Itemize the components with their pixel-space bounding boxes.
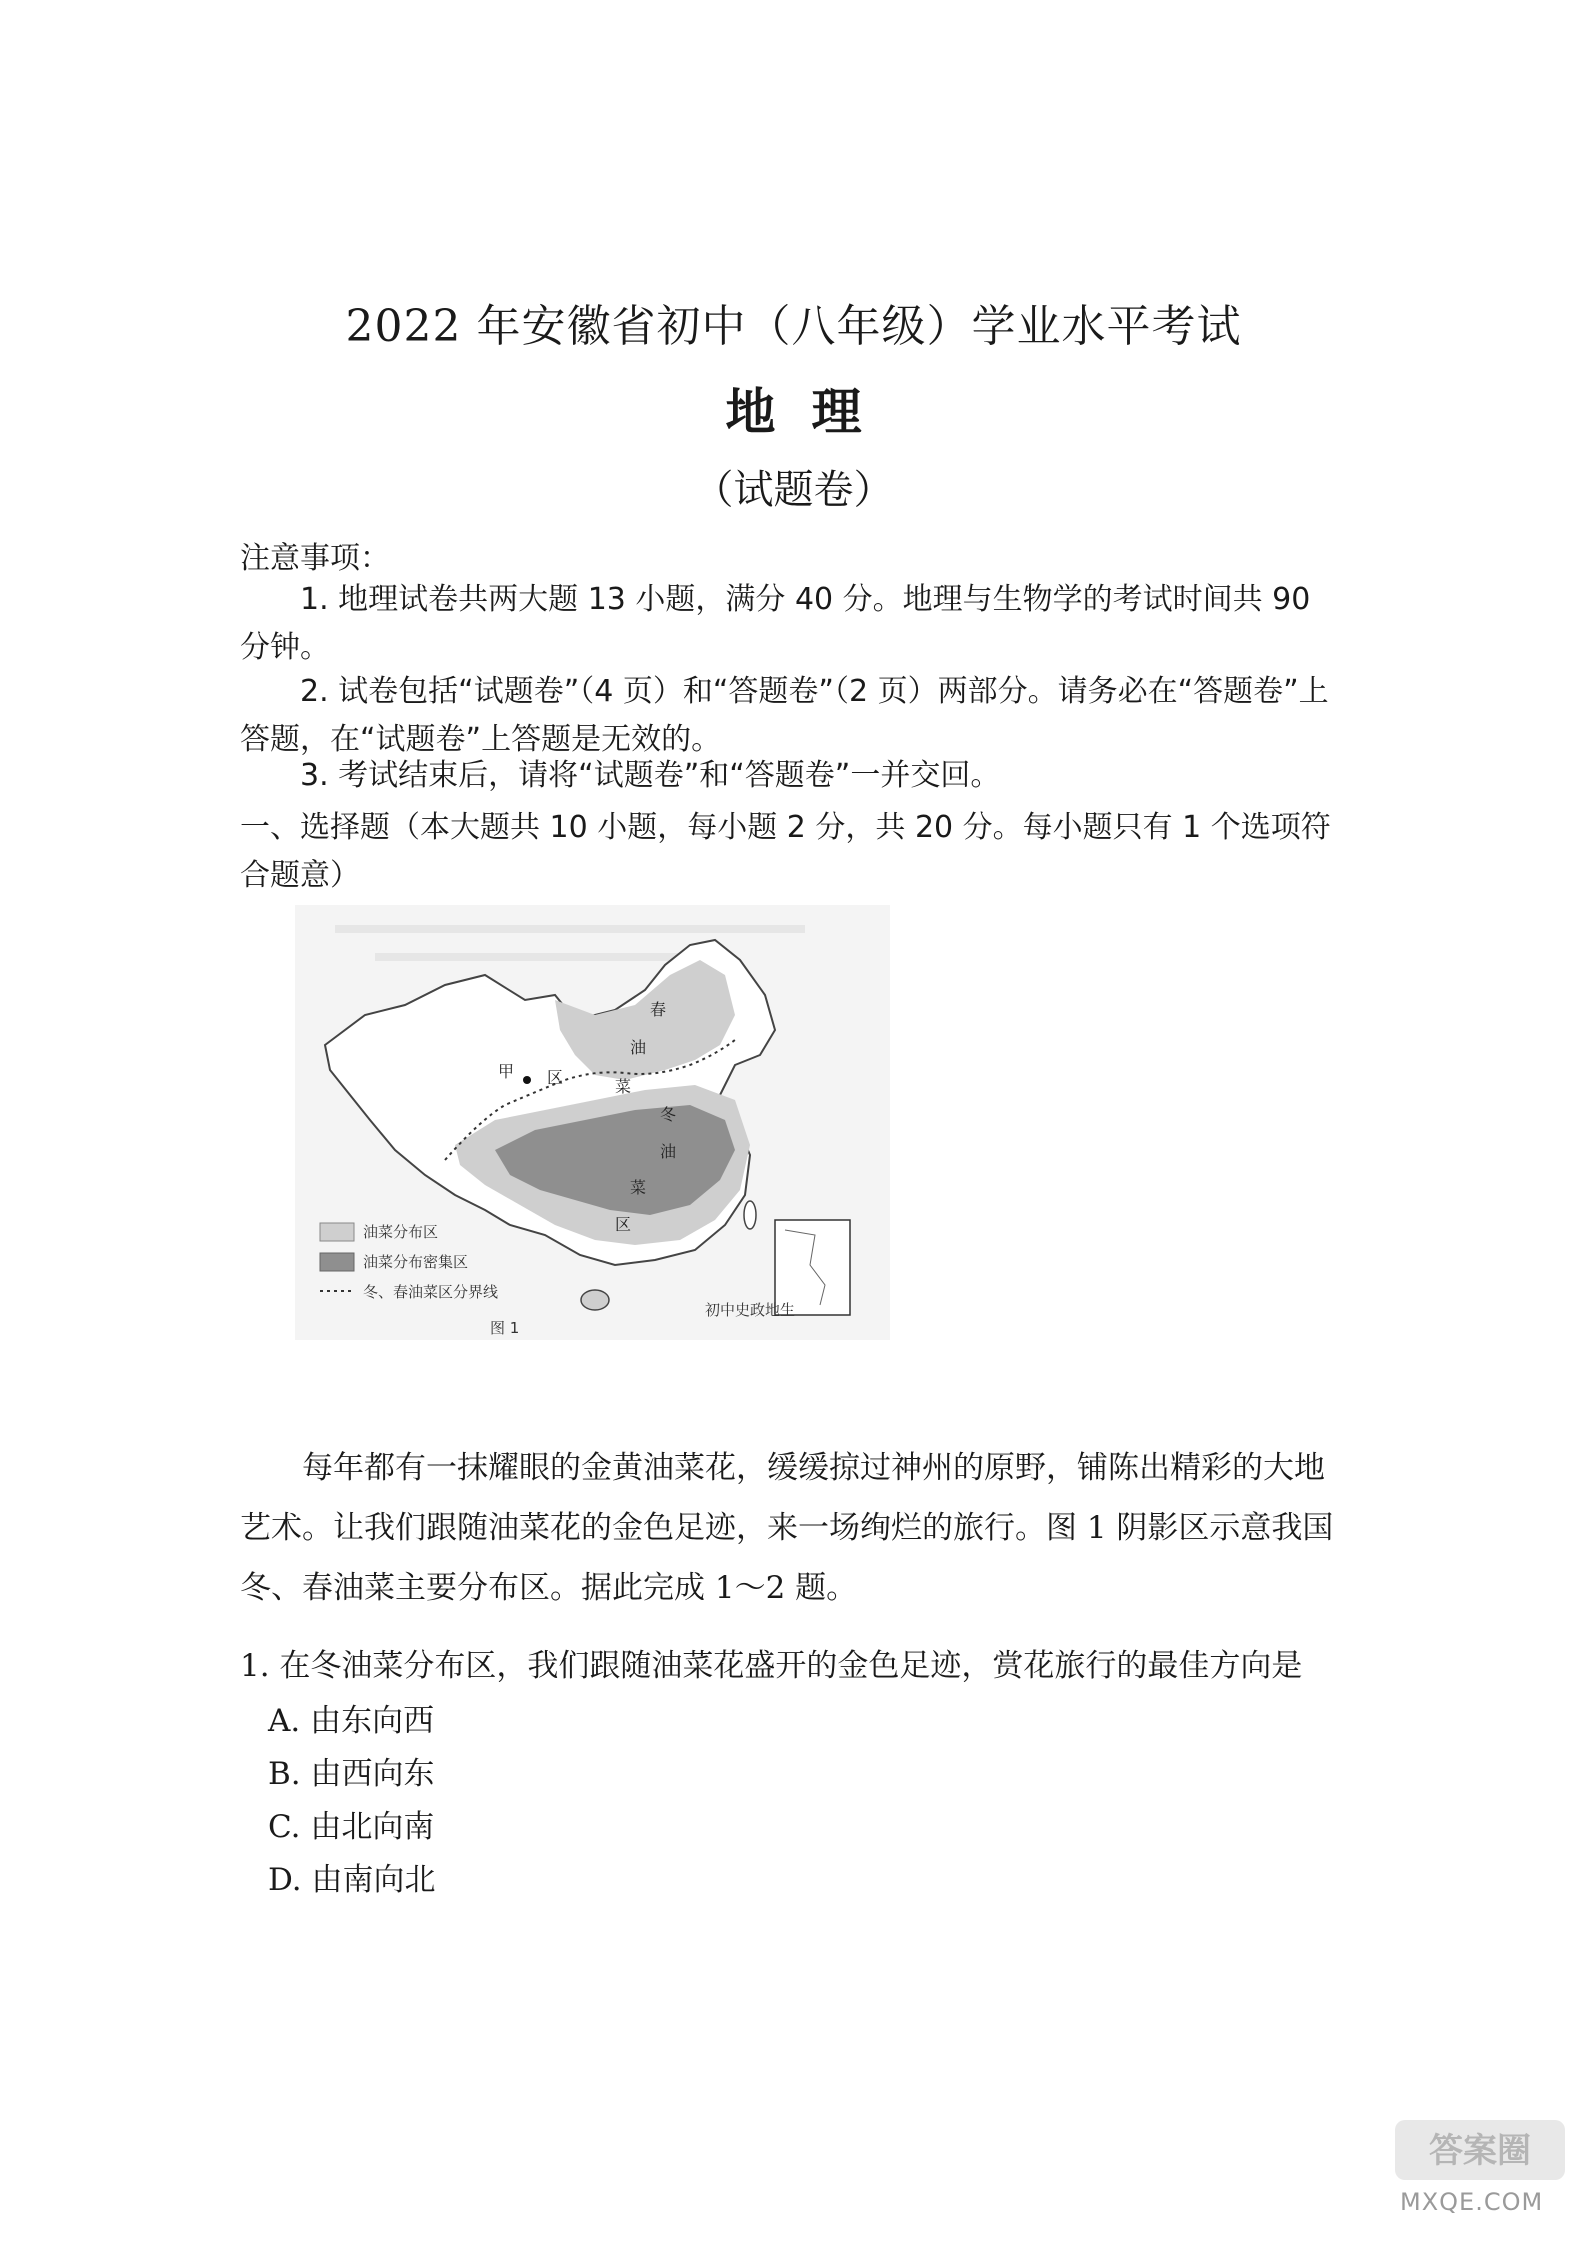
hainan-island — [581, 1290, 609, 1310]
label-winter-3: 菜 — [630, 1178, 647, 1197]
watermark-logo — [1395, 2120, 1565, 2180]
label-spring-2: 油 — [630, 1038, 647, 1057]
label-winter-4: 区 — [615, 1215, 632, 1234]
location-jia-point — [523, 1076, 531, 1084]
paper-type-label: （试题卷） — [693, 467, 894, 513]
notes-heading: 注意事项： — [240, 541, 390, 576]
label-jia: 甲 — [498, 1062, 515, 1081]
option-c[interactable]: C. 由北向南 — [268, 1809, 435, 1845]
subject-title: 地理 — [725, 382, 898, 441]
note-item-2: 2. 试卷包括“试题卷”（4 页）和“答题卷”（2 页）两部分。请务必在“答题卷”上答题，在“试题卷”上答题是无效的。 — [240, 674, 1329, 757]
note-item-3: 3. 考试结束后，请将“试题卷”和“答题卷”一并交回。 — [300, 758, 1001, 793]
section-heading: 一、选择题（本大题共 10 小题，每小题 2 分，共 20 分。每小题只有 1 个选项符合题意） — [240, 810, 1331, 893]
passage-text: 每年都有一抹耀眼的金黄油菜花，缓缓掠过神州的原野，铺陈出精彩的大地艺术。让我们跟随油菜花的金色足迹，来一场绚烂的旅行。图 1 阴影区示意我国冬、春油菜主要分布区。据此完成 1～2 题。 — [240, 1450, 1334, 1606]
label-spring-1: 春 — [650, 1000, 667, 1019]
question-1-stem: 1. 在冬油菜分布区，我们跟随油菜花盛开的金色足迹，赏花旅行的最佳方向是 — [240, 1648, 1303, 1684]
legend-dense: 油菜分布密集区 — [363, 1253, 469, 1271]
label-spring-3: 菜 — [615, 1077, 632, 1096]
option-d[interactable]: D. 由南向北 — [268, 1862, 436, 1898]
china-rapeseed-map — [295, 905, 890, 1340]
option-b[interactable]: B. 由西向东 — [268, 1756, 435, 1792]
source-tag: 初中史政地生 — [705, 1301, 796, 1319]
legend-boundary: 冬、春油菜区分界线 — [363, 1283, 499, 1301]
watermark-url: MXQE.COM — [1400, 2188, 1544, 2216]
label-winter-1: 冬 — [660, 1105, 677, 1124]
map-graphic — [295, 905, 890, 1340]
taiwan-island — [744, 1201, 756, 1229]
legend-swatch-light — [320, 1223, 354, 1241]
option-a[interactable]: A. 由东向西 — [268, 1703, 435, 1739]
legend-light: 油菜分布区 — [363, 1223, 439, 1241]
figure-caption: 图 1 — [490, 1319, 520, 1337]
label-spring-4: 区 — [547, 1068, 564, 1087]
svg-text:答案圈: 答案圈 — [1429, 2131, 1531, 2171]
legend-swatch-dark — [320, 1253, 354, 1271]
exam-title: 2022 年安徽省初中（八年级）学业水平考试 — [345, 301, 1242, 352]
label-winter-2: 油 — [660, 1142, 677, 1161]
note-item-1: 1. 地理试卷共两大题 13 小题，满分 40 分。地理与生物学的考试时间共 90 分钟。 — [240, 582, 1311, 665]
